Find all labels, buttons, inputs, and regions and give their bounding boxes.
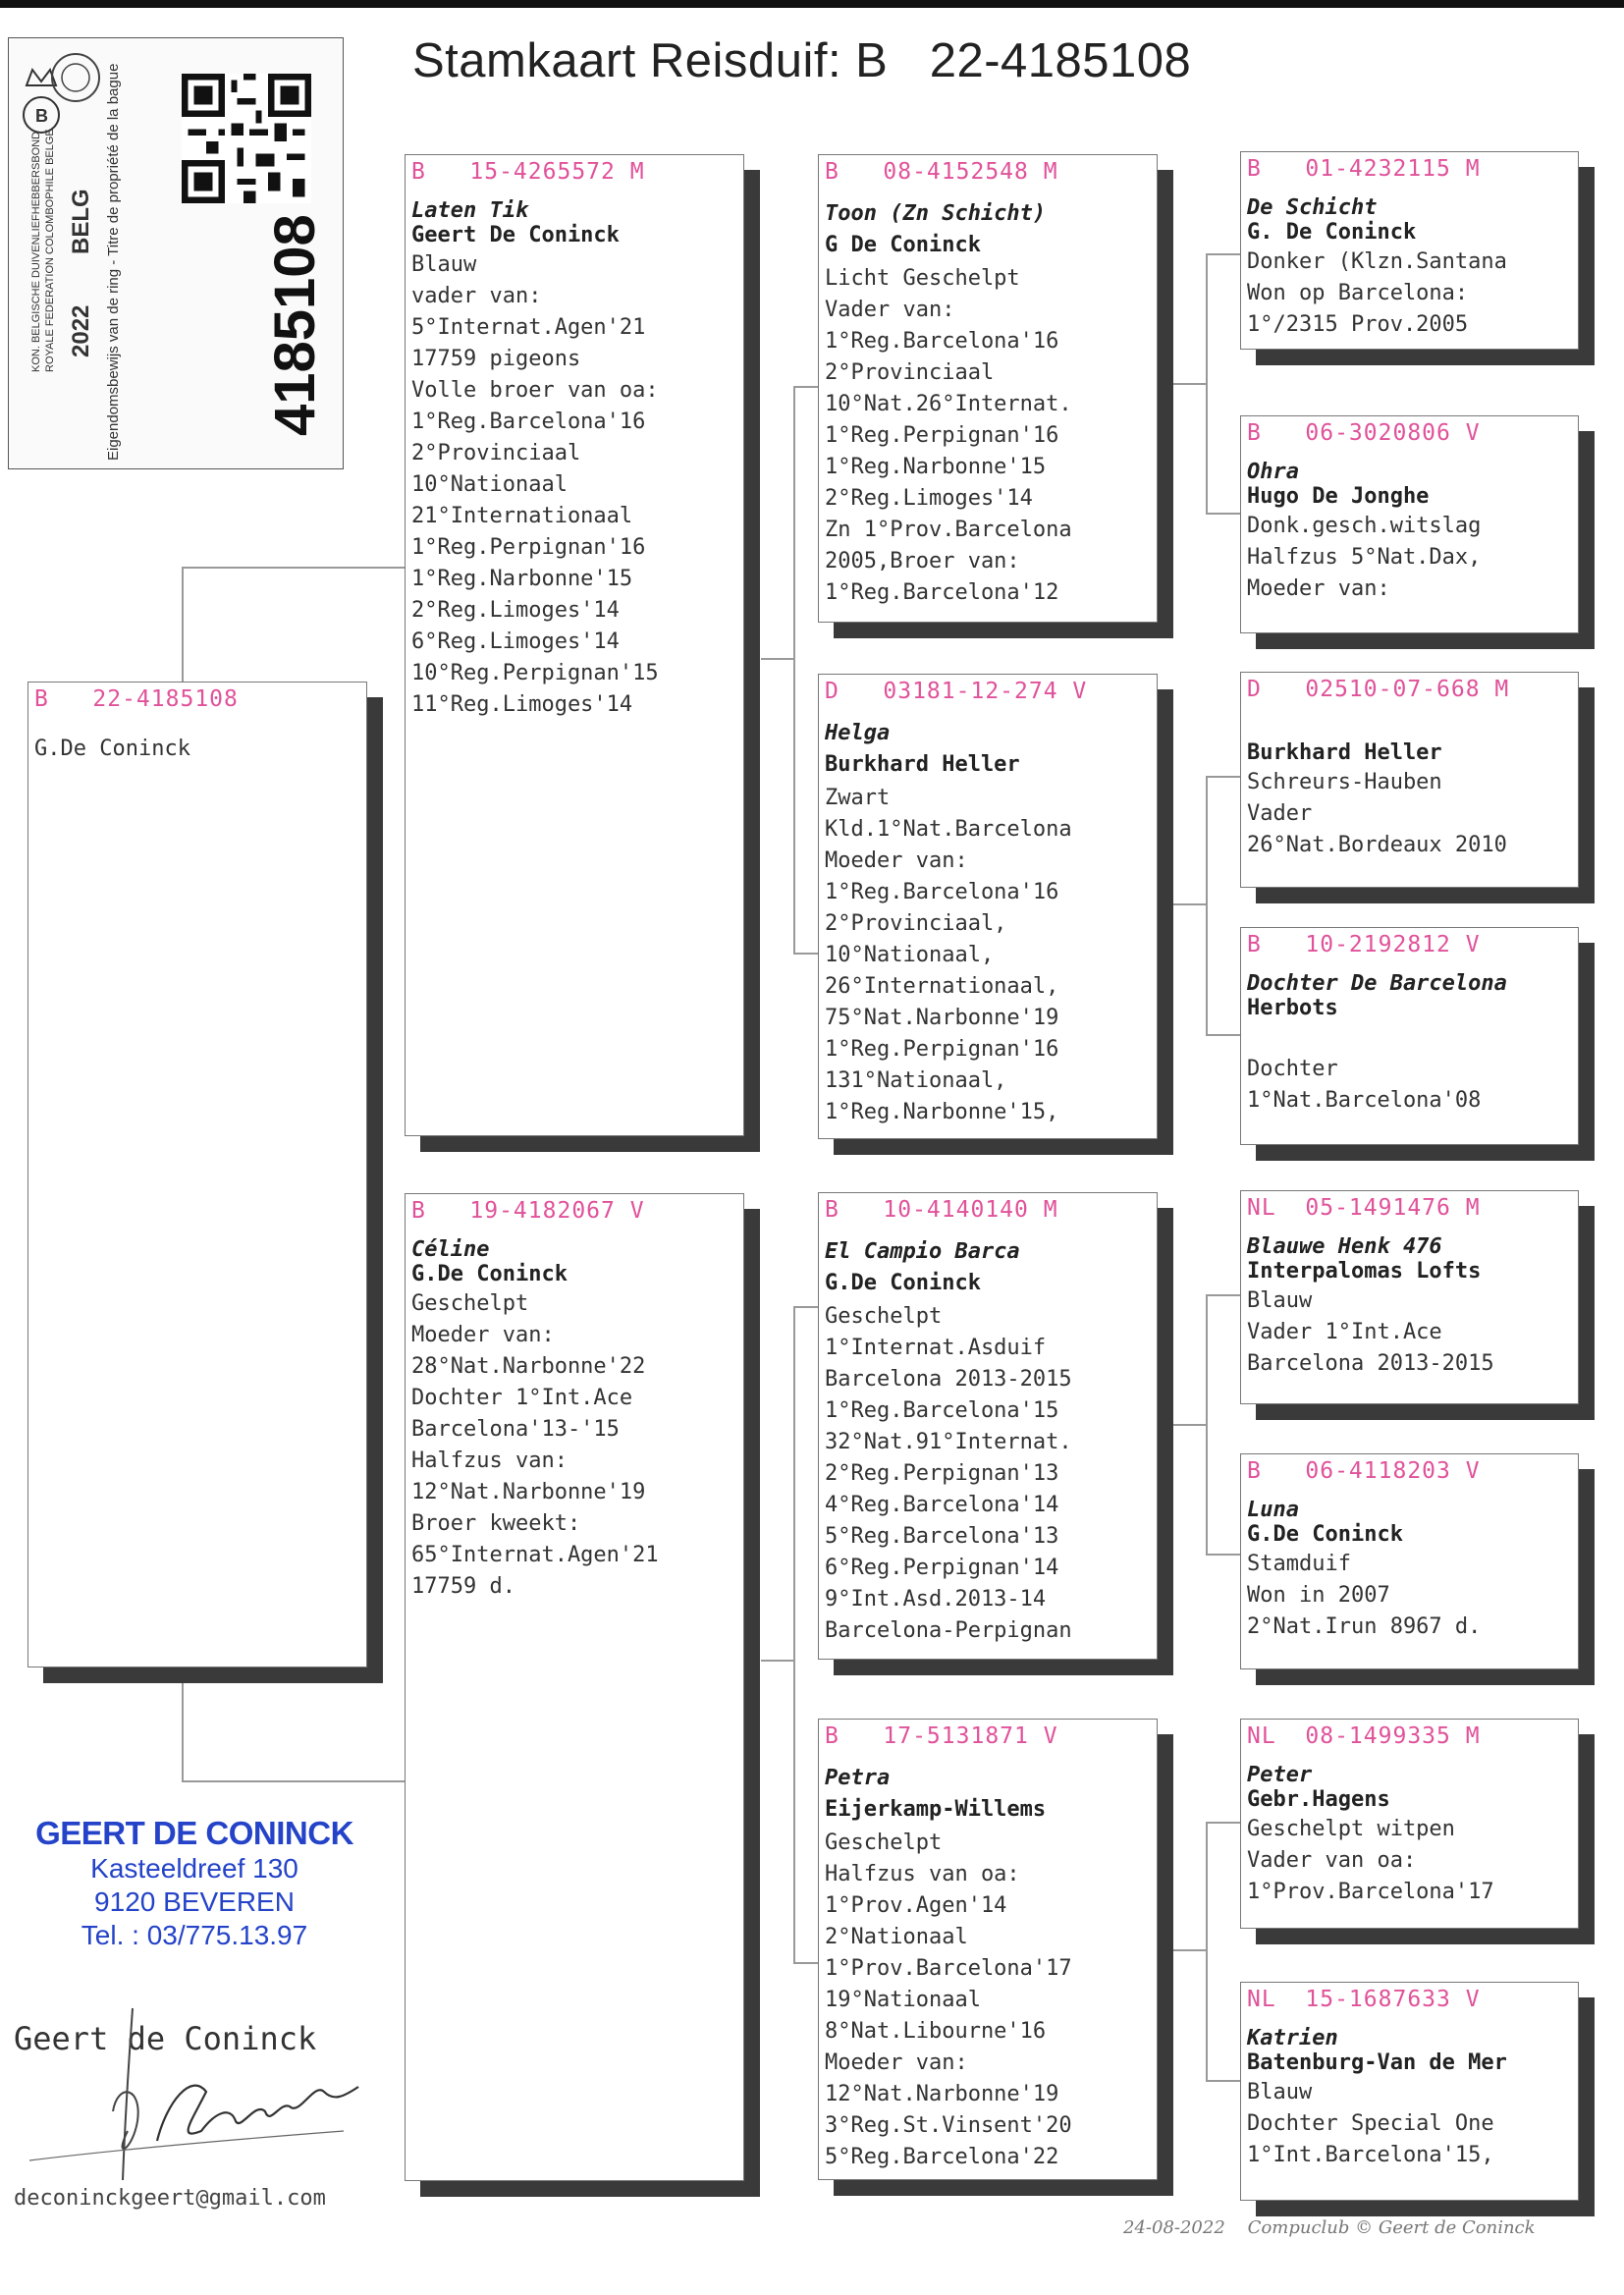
connector	[1206, 1822, 1240, 1824]
note-line: Vader	[1247, 801, 1313, 826]
connector	[182, 1677, 184, 1780]
pigeon-name: Peter	[1247, 1763, 1313, 1787]
owner-name: Burkhard Heller	[825, 752, 1020, 777]
note-line: Geschelpt	[411, 1291, 529, 1316]
note-line: Barcelona 2013-2015	[825, 1367, 1072, 1392]
pigeon-name: Dochter De Barcelona	[1247, 971, 1507, 996]
connector	[1206, 1034, 1240, 1036]
note-line: Broer kweekt:	[411, 1511, 581, 1536]
ring-header: B 17-5131871 V	[825, 1723, 1058, 1749]
note-line: 1°Reg.Perpignan'16	[825, 1037, 1059, 1062]
note-line: Donker (Klzn.Santana	[1247, 249, 1507, 274]
ring-header: B 10-2192812 V	[1247, 932, 1481, 957]
note-line: 19°Nationaal	[825, 1988, 981, 2012]
note-line: 2°Reg.Perpignan'13	[825, 1461, 1059, 1486]
ring-header: B 06-4118203 V	[1247, 1458, 1481, 1484]
father-card[interactable]	[405, 154, 744, 1136]
pigeon-name: Blauwe Henk 476	[1247, 1234, 1442, 1259]
note-line: 1°Reg.Barcelona'16	[825, 329, 1059, 354]
emblem-icon	[46, 48, 105, 107]
pigeon-name: Petra	[825, 1766, 891, 1790]
owner-name: G.De Coninck	[825, 1271, 981, 1295]
stamp-phone: Tel. : 03/775.13.97	[81, 1920, 308, 1950]
pigeon-name: Céline	[411, 1237, 490, 1262]
note-line: Halfzus 5°Nat.Dax,	[1247, 545, 1482, 570]
note-line: 4°Reg.Barcelona'14	[825, 1493, 1059, 1517]
paternal-grandmother-card[interactable]	[818, 674, 1158, 1139]
note-line: 65°Internat.Agen'21	[411, 1543, 659, 1567]
ring-year: 2022	[68, 304, 94, 357]
ring-header: B 22-4185108	[34, 686, 239, 712]
ring-header: NL 15-1687633 V	[1247, 1987, 1481, 2012]
note-line: Moeder van:	[825, 2050, 968, 2075]
note-line: 26°Internationaal,	[825, 974, 1059, 999]
owner-name: Herbots	[1247, 996, 1338, 1020]
note-line: 10°Nationaal,	[825, 943, 995, 967]
note-line: Dochter 1°Int.Ace	[411, 1386, 633, 1410]
note-line: Won op Barcelona:	[1247, 281, 1469, 305]
note-line: 17759 d.	[411, 1574, 515, 1599]
pedigree-notes	[1241, 2075, 1578, 2171]
connector	[1206, 1822, 1208, 2082]
note-line: 131°Nationaal,	[825, 1068, 1007, 1093]
owner-name: G. De Coninck	[1247, 220, 1417, 245]
connector	[1173, 1424, 1208, 1426]
maternal-grandfather-card[interactable]	[818, 1192, 1158, 1660]
ring-certificate	[8, 37, 344, 469]
ring-header: B 19-4182067 V	[411, 1198, 645, 1224]
great-grandparent-card[interactable]	[1240, 151, 1579, 350]
note-line: 5°Internat.Agen'21	[411, 315, 646, 340]
connector	[1173, 383, 1208, 385]
connector	[1206, 513, 1240, 515]
note-line: Licht Geschelpt	[825, 266, 1020, 291]
pedigree-notes	[1241, 245, 1578, 341]
note-line: 10°Reg.Perpignan'15	[411, 661, 659, 685]
note-line: 8°Nat.Libourne'16	[825, 2019, 1047, 2044]
note-line	[1241, 1022, 1578, 1054]
note-line: 28°Nat.Narbonne'22	[411, 1354, 646, 1379]
note-line: Vader van:	[825, 298, 955, 322]
note-line: 2°Reg.Limoges'14	[411, 598, 620, 623]
note-line: 32°Nat.91°Internat.	[825, 1430, 1072, 1454]
owner-name: Eijerkamp-Willems	[825, 1797, 1047, 1822]
pigeon-name: Luna	[1247, 1498, 1299, 1522]
handwritten-signature-icon	[20, 1994, 393, 2200]
note-line: 21°Internationaal	[411, 504, 633, 528]
ring-header: B 08-4152548 M	[825, 159, 1058, 185]
signature-name: Geert de Coninck	[14, 2020, 317, 2057]
great-grandparent-card[interactable]	[1240, 1190, 1579, 1404]
note-line: 1°Prov.Agen'14	[825, 1893, 1007, 1918]
owner-name: Geert De Coninck	[411, 223, 620, 247]
note-line: 2°Reg.Limoges'14	[825, 486, 1033, 511]
note-line: 3°Reg.St.Vinsent'20	[825, 2113, 1072, 2138]
connector	[1206, 776, 1208, 1036]
pedigree-notes	[819, 1299, 1157, 1647]
svg-text:B: B	[35, 106, 48, 126]
pedigree-notes	[819, 261, 1157, 609]
owner-name: Gebr.Hagens	[1247, 1787, 1390, 1812]
note-line: 6°Reg.Perpignan'14	[825, 1556, 1059, 1580]
note-line: 1°Reg.Barcelona'15	[825, 1398, 1059, 1423]
ownership-text: Eigendomsbewijs van de ring - Titre de propriété de la bague	[105, 63, 122, 461]
ring-country: BELG	[68, 189, 94, 254]
note-line: 26°Nat.Bordeaux 2010	[1247, 833, 1507, 857]
email-address: deconinckgeert@gmail.com	[14, 2186, 326, 2211]
ring-header: NL 08-1499335 M	[1247, 1723, 1481, 1749]
note-line: Barcelona-Perpignan	[825, 1618, 1072, 1643]
note-line: Geschelpt witpen	[1247, 1817, 1455, 1841]
connector	[182, 567, 405, 569]
pigeon-name	[1241, 702, 1578, 740]
pigeon-name: El Campio Barca	[825, 1239, 1020, 1264]
address-stamp	[18, 1815, 371, 1952]
note-line: Vader 1°Int.Ace	[1247, 1320, 1442, 1344]
owner-name: G De Coninck	[825, 233, 981, 257]
note-line: 2005,Broer van:	[825, 549, 1020, 574]
note-line: Halfzus van oa:	[825, 1862, 1020, 1886]
connector	[761, 1660, 795, 1662]
maternal-grandmother-card[interactable]	[818, 1719, 1158, 2180]
connector	[1206, 2080, 1240, 2082]
pedigree-notes	[406, 247, 743, 721]
note-line: Moeder van:	[825, 848, 968, 873]
note-line: 1°Reg.Narbonne'15	[411, 567, 633, 591]
connector	[1206, 1294, 1240, 1296]
connector	[793, 1306, 795, 1964]
note-line: 1°Reg.Narbonne'15	[825, 455, 1047, 479]
qr-code-icon	[182, 74, 311, 203]
note-line: 1°Prov.Barcelona'17	[1247, 1880, 1494, 1904]
note-line: 6°Reg.Limoges'14	[411, 629, 620, 654]
note-line: Volle broer van oa:	[411, 378, 659, 403]
pedigree-notes	[819, 1826, 1157, 2173]
owner-name: Burkhard Heller	[1247, 740, 1442, 765]
great-grandparent-card[interactable]	[1240, 1453, 1579, 1669]
note-line: 1°Reg.Barcelona'16	[411, 410, 646, 434]
great-grandparent-card[interactable]	[1240, 927, 1579, 1145]
connector	[1206, 1554, 1240, 1556]
note-line: Geschelpt	[825, 1304, 943, 1329]
note-line: 12°Nat.Narbonne'19	[825, 2082, 1059, 2106]
ring-header: B 01-4232115 M	[1247, 156, 1481, 182]
note-line: 75°Nat.Narbonne'19	[825, 1006, 1059, 1030]
pigeon-name: Helga	[825, 721, 891, 745]
note-line: Barcelona'13-'15	[411, 1417, 620, 1442]
note-line: 1°Reg.Perpignan'16	[411, 535, 646, 560]
stamp-street: Kasteeldreef 130	[90, 1853, 298, 1884]
note-line: Schreurs-Hauben	[1247, 770, 1442, 794]
pigeon-name: Ohra	[1247, 460, 1299, 484]
note-line: Geschelpt	[825, 1831, 943, 1855]
connector	[182, 567, 184, 684]
ring-number: 4185108	[263, 214, 327, 436]
note-line: Moeder van:	[411, 1323, 555, 1347]
note-line: 1°Internat.Asduif	[825, 1336, 1047, 1360]
note-line: 11°Reg.Limoges'14	[411, 692, 633, 717]
connector	[1206, 776, 1240, 778]
ring-header: D 02510-07-668 M	[1247, 677, 1510, 702]
note-line: Dochter	[1247, 1057, 1338, 1081]
pedigree-notes	[1241, 1812, 1578, 1908]
federation-text-fr: ROYALE FEDERATION COLOMBOPHILE BELGE	[44, 129, 56, 372]
page-title: Stamkaart Reisduif: B 22-4185108	[412, 34, 1192, 87]
great-grandparent-card[interactable]	[1240, 1982, 1579, 2201]
connector	[1173, 903, 1208, 905]
stamp-city: 9120 BEVEREN	[94, 1886, 295, 1917]
note-line: vader van:	[411, 284, 542, 308]
note-line: 2°Nationaal	[825, 1925, 968, 1949]
note-line: Blauw	[1247, 2080, 1313, 2104]
connector	[1173, 1949, 1208, 1951]
note-line: 2°Provinciaal	[825, 360, 995, 385]
pedigree-notes	[1241, 1547, 1578, 1643]
note-line: 1°Reg.Barcelona'16	[825, 880, 1059, 904]
note-line: Blauw	[1247, 1288, 1313, 1313]
note-line: 5°Reg.Barcelona'22	[825, 2145, 1059, 2169]
connector	[1206, 253, 1240, 255]
note-line: Kld.1°Nat.Barcelona	[825, 817, 1072, 842]
note-line: Won in 2007	[1247, 1583, 1390, 1608]
note-line: 2°Nat.Irun 8967 d.	[1247, 1614, 1482, 1639]
connector	[182, 1780, 405, 1782]
owner-name: Interpalomas Lofts	[1247, 1259, 1482, 1284]
owner-name: Hugo De Jonghe	[1247, 484, 1430, 509]
note-line: Moeder van:	[1247, 576, 1390, 601]
note-line: 2°Provinciaal,	[825, 911, 1007, 936]
connector	[793, 1306, 818, 1308]
breeder-name: G.De Coninck	[34, 737, 190, 761]
pedigree-notes	[1241, 765, 1578, 861]
pigeon-name: Katrien	[1247, 2026, 1338, 2050]
great-grandparent-card[interactable]	[1240, 1719, 1579, 1929]
note-line: Vader van oa:	[1247, 1848, 1417, 1873]
mother-card[interactable]	[405, 1193, 744, 2181]
connector	[793, 1962, 818, 1964]
note-line: Halfzus van:	[411, 1448, 568, 1473]
owner-name: G.De Coninck	[411, 1262, 568, 1286]
great-grandparent-card[interactable]	[1240, 415, 1579, 633]
stamp-name: GEERT DE CONINCK	[35, 1815, 353, 1851]
software-credit: Compuclub © Geert de Coninck	[1247, 2217, 1536, 2238]
paternal-grandfather-card[interactable]	[818, 154, 1158, 623]
pigeon-name: Laten Tik	[411, 198, 529, 223]
note-line: Zn 1°Prov.Barcelona	[825, 518, 1072, 542]
note-line: Blauw	[411, 252, 477, 277]
note-line: 1°/2315 Prov.2005	[1247, 312, 1469, 337]
ring-header: B 15-4265572 M	[411, 159, 645, 185]
note-line: 1°Reg.Narbonne'15,	[825, 1100, 1059, 1124]
pigeon-name: De Schicht	[1247, 195, 1378, 220]
connector	[793, 386, 818, 388]
ring-header: B 10-4140140 M	[825, 1197, 1058, 1223]
owner-name: G.De Coninck	[1247, 1522, 1403, 1547]
ring-header: D 03181-12-274 V	[825, 679, 1088, 704]
note-line: Donk.gesch.witslag	[1247, 514, 1482, 538]
pedigree-notes	[1241, 1284, 1578, 1380]
note-line: Stamduif	[1247, 1552, 1351, 1576]
note-line: Zwart	[825, 786, 891, 810]
note-line: 1°Reg.Barcelona'12	[825, 580, 1059, 605]
note-line: 1°Reg.Perpignan'16	[825, 423, 1059, 448]
note-line: 1°Prov.Barcelona'17	[825, 1956, 1072, 1981]
pedigree-notes	[1241, 509, 1578, 605]
note-line: 10°Nationaal	[411, 472, 568, 497]
ring-header: NL 05-1491476 M	[1247, 1195, 1481, 1221]
note-line: 9°Int.Asd.2013-14	[825, 1587, 1047, 1612]
print-date: 24-08-2022	[1123, 2217, 1225, 2238]
connector	[761, 658, 795, 660]
owner-name: Batenburg-Van de Mer	[1247, 2050, 1507, 2075]
top-border	[0, 0, 1624, 8]
note-line: 1°Nat.Barcelona'08	[1247, 1088, 1482, 1113]
note-line: 1°Int.Barcelona'15,	[1247, 2143, 1494, 2167]
subject-card[interactable]	[27, 682, 367, 1667]
connector	[793, 953, 818, 955]
note-line: 10°Nat.26°Internat.	[825, 392, 1072, 416]
note-line: Dochter Special One	[1247, 2111, 1494, 2136]
pedigree-notes	[1241, 1020, 1578, 1117]
connector	[793, 386, 795, 954]
ring-header: B 06-3020806 V	[1247, 420, 1481, 446]
pedigree-notes	[819, 781, 1157, 1128]
note-line: 2°Provinciaal	[411, 441, 581, 465]
pedigree-notes	[406, 1286, 743, 1603]
note-line: 17759 pigeons	[411, 347, 581, 371]
pigeon-name: Toon (Zn Schicht)	[825, 201, 1047, 226]
note-line: 12°Nat.Narbonne'19	[411, 1480, 646, 1504]
footer	[1123, 2217, 1536, 2238]
federation-text-nl: KON. BELGISCHE DUIVENLIEFHEBBERSBOND	[30, 131, 42, 372]
great-grandparent-card[interactable]	[1240, 672, 1579, 888]
note-line: 5°Reg.Barcelona'13	[825, 1524, 1059, 1549]
note-line: Barcelona 2013-2015	[1247, 1351, 1494, 1376]
